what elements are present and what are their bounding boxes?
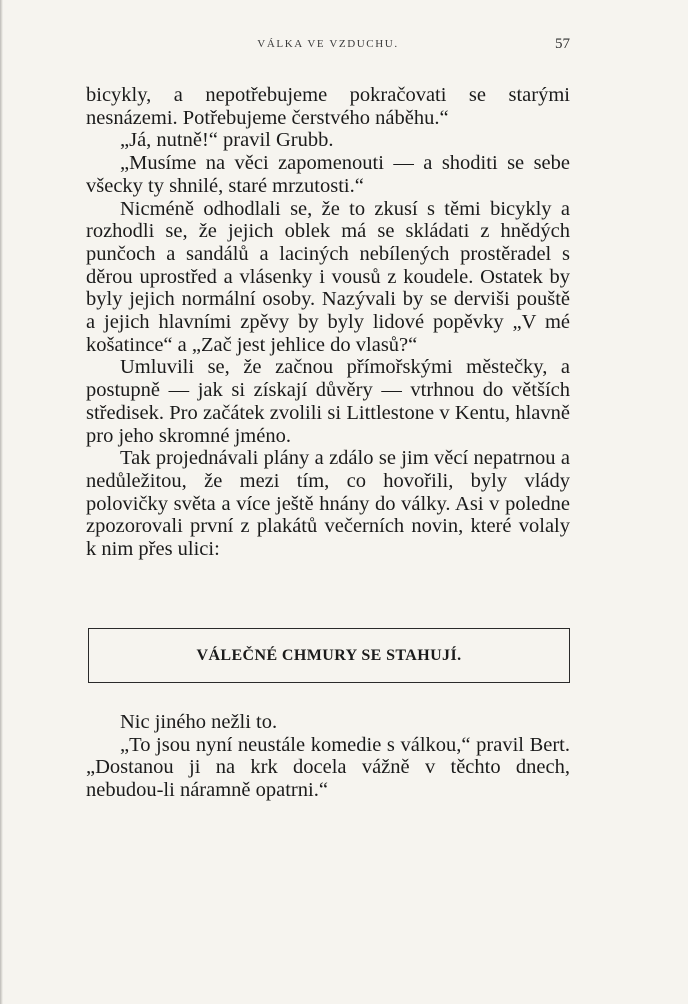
paragraph: Tak projednávali plány a zdálo se jim věcí nepatrnou a nedůležitou, že mezi tím, co hovořili, byly vlády polovičky světa a více ještě hnány do války. Asi v poledne zpozorovali první z plakátů večerních novin, které volaly k nim přes ulici: xyxy=(86,447,570,561)
body-text-bottom xyxy=(86,711,570,802)
paragraph: „To jsou nyní neustále komedie s válkou,“ pravil Bert. „Dostanou ji na krk docela vážně v těchto dnech, nebudou-li náramně opatrni.“ xyxy=(86,733,570,802)
paragraph: Umluvili se, že začnou přímořskými městečky, a postupně — jak si získají důvěry — vtrhnou do větších středisek. Pro začátek zvolili si Littlestone v Kentu, hlavně pro jeho skromné jméno. xyxy=(86,356,570,447)
running-header xyxy=(86,38,570,56)
body-text-top xyxy=(86,84,570,561)
newspaper-headline: VÁLEČNÉ CHMURY SE STAHUJÍ. xyxy=(196,646,462,664)
running-title: VÁLKA VE VZDUCHU. xyxy=(257,38,399,50)
paragraph: Nic jiného nežli to. xyxy=(120,711,278,733)
newspaper-headline-box xyxy=(88,628,570,683)
page-number: 57 xyxy=(555,36,570,52)
page-edge-shadow xyxy=(0,0,3,1004)
paragraph: Nicméně odhodlali se, že to zkusí s těmi bicykly a rozhodli se, že jejich oblek má se skládati z hnědých punčoch a sandálů a laciných nebílených prostěradel s děrou uprostřed a vlásenky i vousů z koudele. Ostatek by byly jejich normální osoby. Nazývali by se derviši pouště a jejich hlavními zpěvy by byly lidové popěvky „V mé košatince“ a „Zač jest jehlice do vlasů?“ xyxy=(86,197,570,356)
paragraph: bicykly, a nepotřebujeme pokračovati se starými nesnázemi. Potřebujeme čerstvého náběhu.“ xyxy=(86,84,570,129)
paragraph: „Musíme na věci zapomenouti — a shoditi se sebe všecky ty shnilé, staré mrzutosti.“ xyxy=(86,152,570,197)
paragraph: „Já, nutně!“ pravil Grubb. xyxy=(120,129,334,152)
